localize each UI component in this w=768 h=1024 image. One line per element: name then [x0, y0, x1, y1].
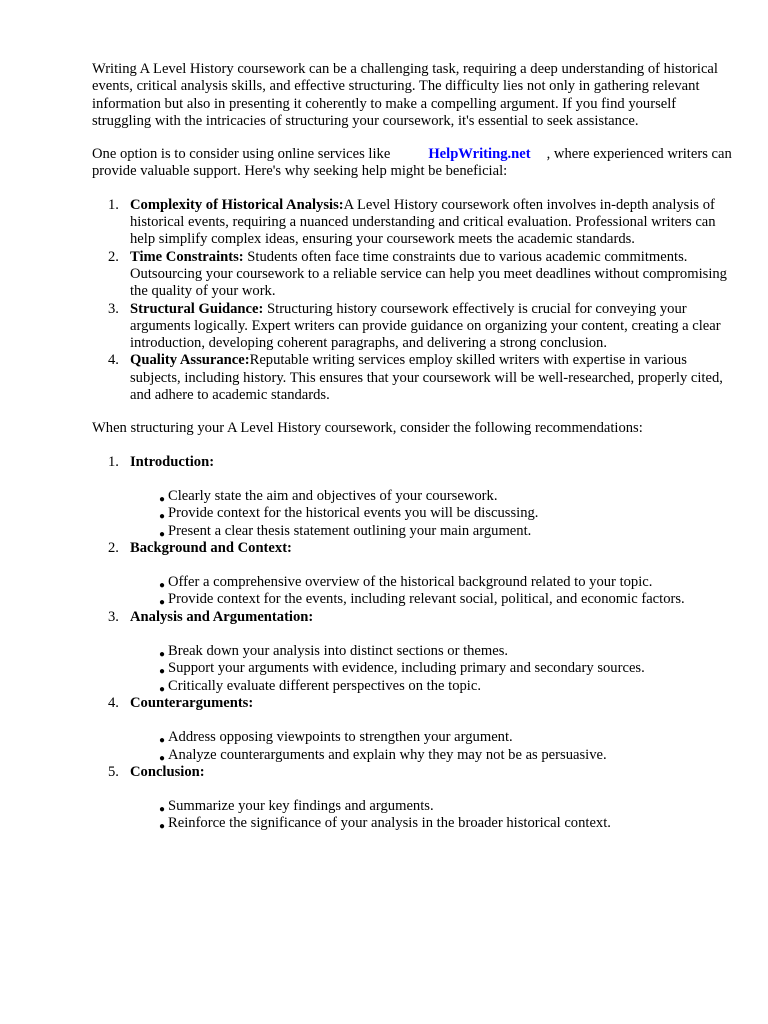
bullet-text: Offer a comprehensive overview of the historical background related to your topic. [168, 574, 653, 591]
bullet-text: Address opposing viewpoints to strengthen your argument. [168, 729, 513, 746]
list-number: 3. [108, 300, 119, 317]
bullet-text: Reinforce the significance of your analysis in the broader historical context. [168, 815, 611, 832]
benefit-text: Structuring history coursework effectively is crucial for conveying your arguments logically. Expert writers can provide guidance on organizing your content, creating a clear introduction, developing coherent paragraphs, and delivering a strong conclusion. [130, 300, 721, 352]
bullet-icon: ● [159, 580, 166, 592]
recommendation-title: Background and Context: [130, 539, 292, 556]
benefit-text: Reputable writing services employ skilled writers with expertise in various subjects, including history. This ensures that your coursework will be well-researched, properly cited, and adhere to academic standards. [130, 352, 723, 404]
bullet-text: Summarize your key findings and arguments. [168, 798, 434, 815]
list-item [92, 454, 732, 540]
recommendations-intro: When structuring your A Level History coursework, consider the following recommendations: [92, 420, 643, 437]
list-number: 3. [108, 608, 119, 625]
bullet-item [130, 574, 732, 591]
bullet-text: Provide context for the historical events you will be discussing. [168, 505, 539, 522]
list-number: 2. [108, 539, 119, 556]
recommendations-list [92, 454, 732, 833]
list-number: 1. [108, 453, 119, 470]
bullet-icon: ● [159, 683, 166, 695]
bullet-icon: ● [159, 528, 166, 540]
bullet-text: Clearly state the aim and objectives of your coursework. [168, 487, 498, 504]
bullet-text: Analyze counterarguments and explain why they may not be as persuasive. [168, 746, 607, 763]
bullet-icon: ● [159, 804, 166, 816]
bullet-icon: ● [159, 511, 166, 523]
bullet-text: Present a clear thesis statement outlining your main argument. [168, 522, 532, 539]
bullet-icon: ● [159, 649, 166, 661]
list-item [92, 609, 732, 695]
benefit-title: Quality Assurance: [130, 352, 250, 369]
bullet-item [130, 747, 732, 764]
bullet-item [130, 798, 732, 815]
bullet-text: Support your arguments with evidence, including primary and secondary sources. [168, 660, 645, 677]
benefit-text: A Level History coursework often involves in-depth analysis of historical events, requiring a nuanced understanding and critical evaluation. Professional writers can help simplify complex ideas, ensuring your coursework meets the academic standards. [130, 196, 716, 248]
bullet-icon: ● [159, 493, 166, 505]
recommendation-title: Conclusion: [130, 763, 205, 780]
bullet-text: Break down your analysis into distinct sections or themes. [168, 643, 509, 660]
bullet-icon: ● [159, 821, 166, 833]
bullet-item [130, 815, 732, 832]
list-number: 1. [108, 196, 119, 213]
list-item [92, 695, 732, 764]
bullet-text: Critically evaluate different perspectives on the topic. [168, 677, 481, 694]
bullet-text: Provide context for the events, including relevant social, political, and economic factors. [168, 591, 685, 608]
list-number: 4. [108, 352, 119, 369]
list-number: 4. [108, 694, 119, 711]
intro-paragraph: Writing A Level History coursework can be a challenging task, requiring a deep understanding of historical events, critical analysis skills, and effective structuring. The difficulty lies not only in gathering relevant information but also in presenting it coherently to make a compelling argument. If you find yourself struggling with the intricacies of structuring your coursework, it's essential to seek assistance. [92, 61, 718, 129]
list-item [92, 764, 732, 833]
bullet-item [130, 729, 732, 746]
bullet-item [130, 643, 732, 660]
bullet-list [130, 729, 732, 764]
recommendation-title: Analysis and Argumentation: [130, 608, 314, 625]
benefit-title: Structural Guidance: [130, 300, 264, 317]
list-item [92, 352, 732, 404]
bullet-item [130, 678, 732, 695]
benefits-list [92, 197, 732, 405]
document-page [92, 61, 732, 833]
list-number: 2. [108, 248, 119, 265]
option-text-after: , where experienced writers can provide valuable support. Here's why seeking help might be beneficial: [92, 146, 732, 180]
bullet-list [130, 574, 732, 609]
helpwriting-link[interactable]: HelpWriting.net [428, 146, 531, 163]
bullet-list [130, 643, 732, 695]
list-item [92, 540, 732, 609]
benefit-title: Complexity of Historical Analysis: [130, 196, 344, 213]
bullet-list [130, 488, 732, 540]
list-number: 5. [108, 763, 119, 780]
recommendation-title: Counterarguments: [130, 694, 254, 711]
option-paragraph [92, 146, 732, 181]
bullet-item [130, 660, 732, 677]
bullet-icon: ● [159, 666, 166, 678]
bullet-item [130, 505, 732, 522]
list-item [92, 301, 732, 353]
bullet-item [130, 488, 732, 505]
bullet-icon: ● [159, 597, 166, 609]
recommendation-title: Introduction: [130, 453, 215, 470]
bullet-icon: ● [159, 735, 166, 747]
bullet-item [130, 523, 732, 540]
bullet-list [130, 798, 732, 833]
benefit-text: Students often face time constraints due to various academic commitments. Outsourcing your coursework to a reliable service can help you meet deadlines without compromising the quality of your work. [130, 248, 727, 300]
benefit-title: Time Constraints: [130, 248, 244, 265]
option-text-before: One option is to consider using online services like [92, 146, 391, 163]
list-item [92, 249, 732, 301]
bullet-icon: ● [159, 752, 166, 764]
list-item [92, 197, 732, 249]
bullet-item [130, 591, 732, 608]
